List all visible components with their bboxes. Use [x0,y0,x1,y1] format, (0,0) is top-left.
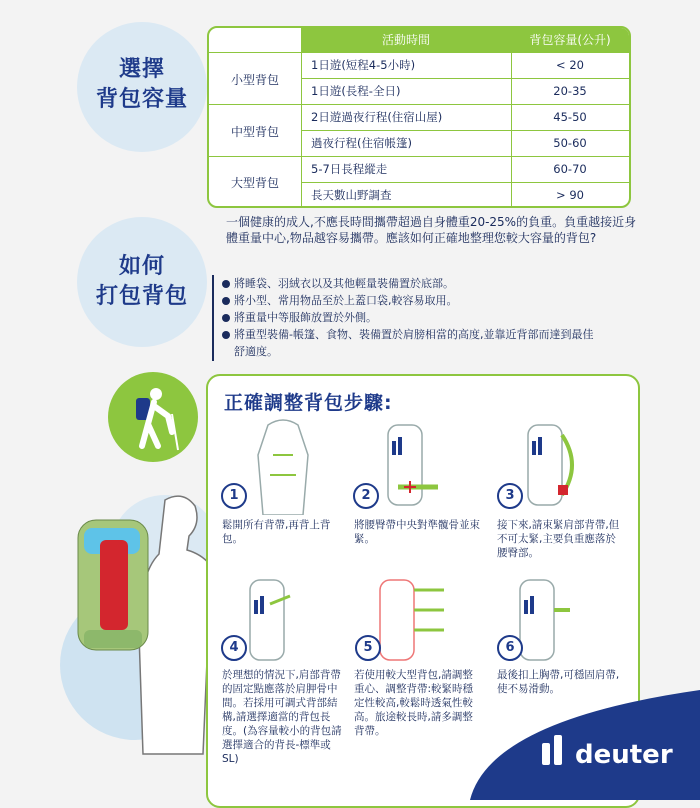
group-small: 小型背包 [230,73,279,87]
step-number-6: 6 [497,635,523,661]
step-text-2: 將腰臀帶中央對準髖骨並束緊。 [354,519,480,545]
bullet-bar [212,275,214,361]
step-text-6: 最後扣上胸帶,可穩固肩帶,使不易滑動。 [497,669,620,695]
title-line-2: 背包容量 [95,87,188,112]
header-capacity: 背包容量(公升) [511,28,629,52]
activity-5: 5-7日長程縱走 [311,162,388,176]
title-line-1: 選擇 [118,57,165,82]
step-4-figure [240,570,310,665]
bullet-item: 將睡袋、羽絨衣以及其他輕量裝備置於底部。 [222,275,602,292]
step-5-figure [370,570,460,665]
step-text-3: 接下來,請束緊肩部背帶,但不可太緊,主要負重應落於腰臀部。 [497,519,620,559]
step-text-1: 鬆開所有背帶,再背上背包。 [222,519,331,545]
steps-title: 正確調整背包步驟: [224,392,393,414]
step-number-4: 4 [221,635,247,661]
section-title-how-to-pack [77,252,207,312]
capacity-table [207,26,631,208]
activity-2: 1日遊(長程-全日) [311,84,401,98]
capacity-5: 60-70 [553,162,587,176]
deuter-logo-icon [538,733,568,767]
step-number-1: 1 [221,483,247,509]
activity-4: 過夜行程(住宿帳篷) [311,136,412,150]
section-title-select-capacity [77,55,207,115]
activity-6: 長天數山野調查 [311,188,392,202]
step-text-4: 於理想的情況下,肩部背帶的固定點應落於肩胛骨中間。若採用可調式背部結構,請選擇適當的背包長度。(為容量較小的背包請選擇適合的背長-標準或SL) [222,669,342,765]
bullet-item: 將小型、常用物品至於上蓋口袋,較容易取用。 [222,292,602,309]
capacity-3: 45-50 [553,110,587,124]
header-activity: 活動時間 [301,28,511,52]
capacity-4: 50-60 [553,136,587,150]
capacity-6: > 90 [556,188,584,202]
title-line-1: 如何 [118,254,165,279]
step-text-5: 若使用較大型背包,請調整重心、調整背帶:較緊時穩定性較高,較鬆時透氣性較高。旅途較長時,請多調整背帶。 [354,669,474,737]
step-3-figure [518,415,588,515]
capacity-2: 20-35 [553,84,587,98]
bullet-item: 將重量中等服飾放置於外側。 [222,309,602,326]
step-2-figure [378,415,448,515]
title-line-2: 打包背包 [95,284,188,309]
packing-intro: 一個健康的成人,不應長時間攜帶超過自身體重20-25%的負重。負重越接近身體重量中心,物品越容易攜帶。應該如何正確地整理您較大容量的背包? [226,215,637,245]
bullet-item: 將重型裝備-帳篷、食物、裝備置於肩膀相當的高度,並靠近背部而達到最佳舒適度。 [222,326,602,360]
step-1-figure [248,415,318,515]
step-number-5: 5 [355,635,381,661]
group-large: 大型背包 [230,176,279,190]
capacity-1: < 20 [556,58,584,72]
group-medium: 中型背包 [230,125,279,139]
step-number-3: 3 [497,483,523,509]
brand-name: deuter [575,740,673,770]
packing-bullets [222,275,602,360]
activity-1: 1日遊(短程4-5小時) [311,58,416,72]
hiker-icon [108,372,198,462]
step-number-2: 2 [353,483,379,509]
activity-3: 2日遊過夜行程(住宿山屋) [311,110,443,124]
